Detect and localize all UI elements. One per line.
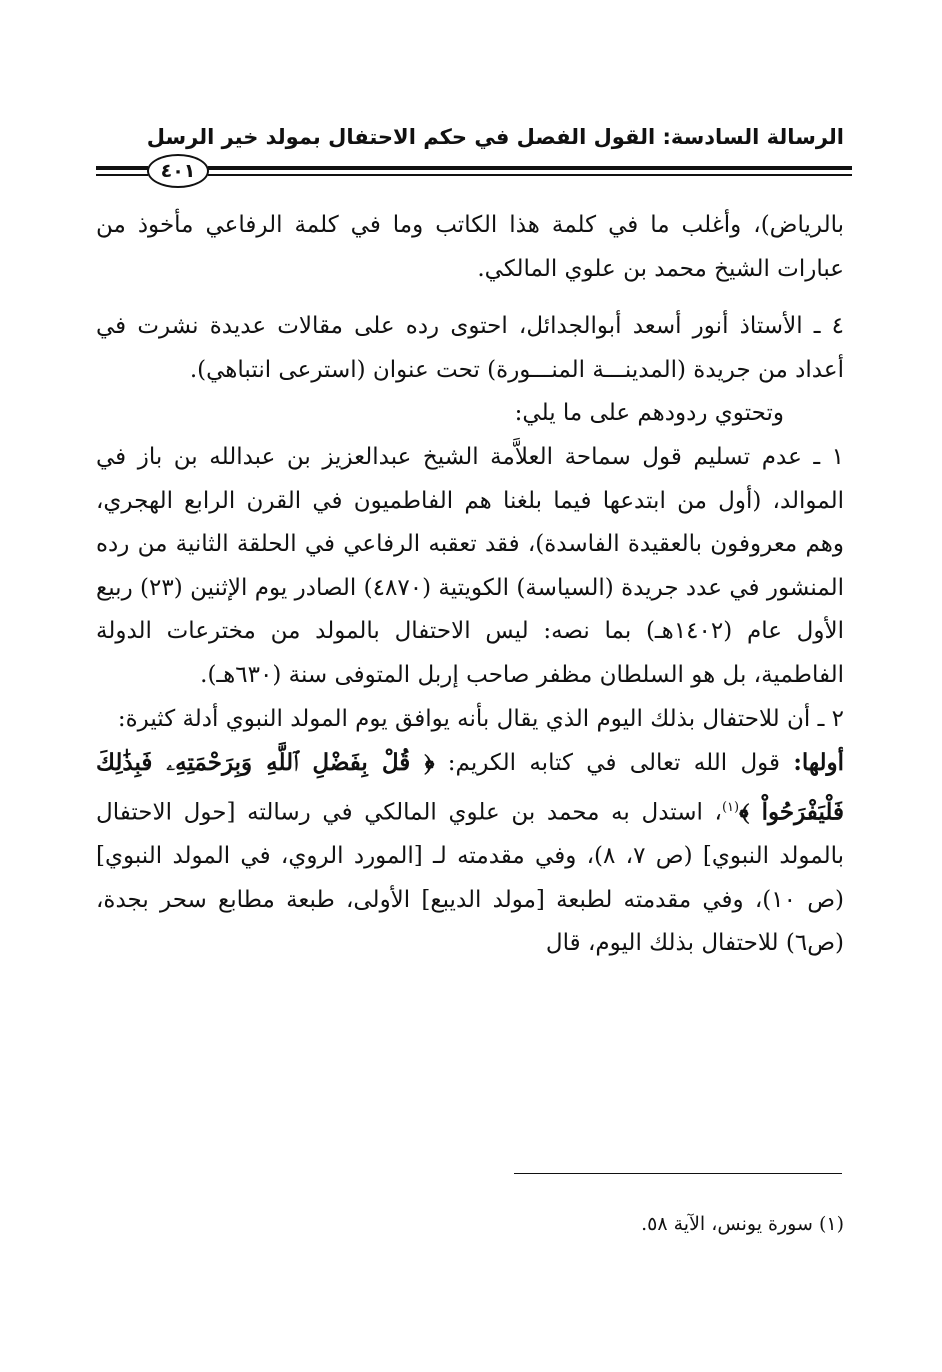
running-header-title: الرسالة السادسة: القول الفصل في حكم الاحتفال بمولد خير الرسل (146, 125, 844, 149)
paragraph-6-intro: قول الله تعالى في كتابه الكريم: (434, 750, 794, 777)
paragraph-4: ١ ـ عدم تسليم قول سماحة العلاَّمة الشيخ عبدالعزيز بن عبدالله بن باز في الموالد، (أول من ابتدعها فيما بلغنا هم الفاطميون في القرن الرابع الهجري، وهم معروفون بالعقيدة الفاسدة)، فقد تعقبه الرفاعي في الحلقة الثانية من رده المنشور في عدد جريدة (السياسة) الكويتية (٤٨٧٠) الصادر يوم الإثنين (٢٣) ربيع الأول عام (١٤٠٢هـ) بما نصه: ليس الاحتفال بالمولد من مخترعات الدولة الفاطمية، بل هو السلطان مظفر صاحب إربل المتوفى سنة (٦٣٠هـ). (96, 443, 844, 688)
paragraph-6 (96, 741, 844, 966)
quran-verse: ﴿ قُلْ بِفَضْلِ ٱللَّهِ وَبِرَحْمَتِهِۦ فَبِذَٰلِكَ فَلْيَفْرَحُواْ ﴾ (96, 749, 844, 826)
paragraph-5: ٢ ـ أن للاحتفال بذلك اليوم الذي يقال بأنه يوافق يوم المولد النبوي أدلة كثيرة: (117, 705, 844, 732)
page-number-badge: ٤٠١ (147, 154, 209, 188)
paragraph-6-rest: ، استدل به محمد بن علوي المالكي في رسالته [حول الاحتفال بالمولد النبوي] (ص ٧، ٨)، وفي مقدمته لـ [المورد الروي، في المولد النبوي] (ص ١٠)، وفي مقدمته لطبعة [مولد الديبع] الأولى، طبعة مطابع سحر بجدة، (ص٦) للاحتفال بذلك اليوم، قال (96, 799, 845, 957)
header-rule-left-thick (96, 166, 148, 170)
paragraph-2: ٤ ـ الأستاذ أنور أسعد أبوالجدائل، احتوى رده على مقالات عديدة نشرت في أعداد من جريدة (المدينـــة المنـــورة) تحت عنوان (استرعى انتباهي). (96, 313, 844, 383)
footnote-reference[interactable]: (١) (721, 799, 740, 815)
header-rule-right-thin (208, 174, 852, 176)
header-rule-left-thin (96, 174, 148, 176)
paragraph-1: بالرياض)، وأغلب ما في كلمة هذا الكاتب وما في كلمة الرفاعي مأخوذ من عبارات الشيخ محمد بن علوي المالكي. (96, 212, 844, 282)
header-rule-right-thick (208, 166, 852, 170)
footnote-separator (514, 1173, 842, 1174)
main-text (96, 204, 844, 966)
paragraph-6-lead: أولها: (793, 749, 844, 777)
footnote-1: (١) سورة يونس، الآية ٥٨. (641, 1213, 844, 1235)
paragraph-3: وتحتوي ردودهم على ما يلي: (514, 400, 784, 427)
